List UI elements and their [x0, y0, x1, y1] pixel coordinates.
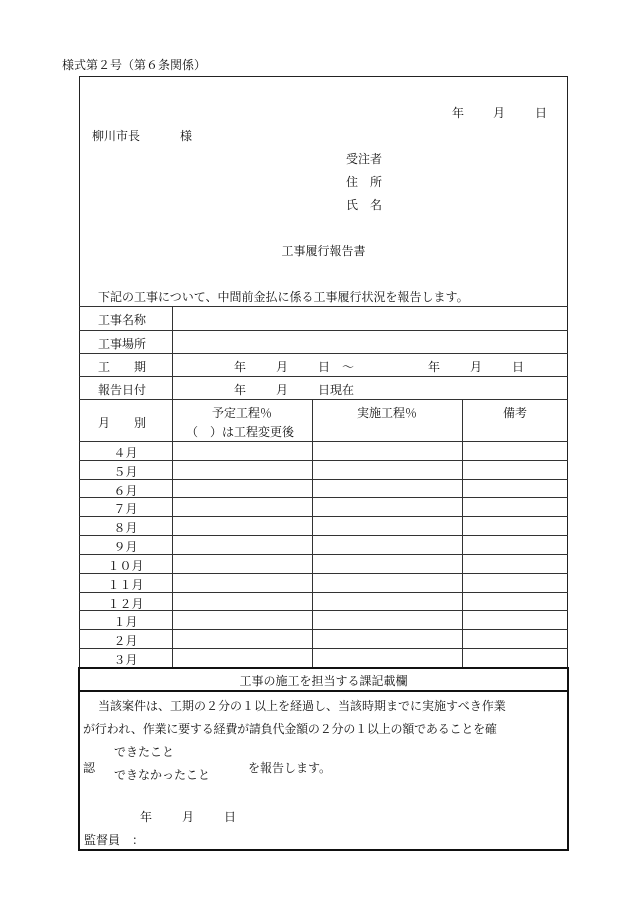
month-label: ９月	[113, 540, 138, 555]
addressee-honorific: 様	[180, 129, 193, 143]
period-label: 工 期	[98, 360, 147, 374]
section-paragraph-line2: が行われ、作業に要する経費が請負代金額の２分の１以上の額であることを確	[83, 722, 497, 736]
row-divider	[79, 629, 568, 630]
row-divider	[79, 535, 568, 536]
month-label: １０月	[107, 558, 144, 573]
row-divider	[79, 516, 568, 517]
contractor-label: 受注者	[346, 152, 383, 166]
month-label: １月	[113, 615, 138, 630]
section-paragraph-line3: 認	[83, 761, 96, 775]
month-label: ８月	[113, 521, 138, 536]
month-column-header: 月 別	[98, 416, 147, 430]
period-start-year: 年	[234, 360, 247, 374]
period-end-month: 月	[470, 360, 483, 374]
option-completed: できたこと	[114, 745, 175, 759]
row-divider	[79, 573, 568, 574]
month-label: ６月	[113, 483, 138, 498]
section-date-year: 年	[140, 810, 153, 824]
option-not-completed: できなかったこと	[114, 768, 211, 782]
addressee-name: 柳川市長	[92, 129, 141, 143]
contractor-name-label: 氏 名	[346, 198, 383, 212]
report-month: 月	[276, 383, 289, 397]
intro-text: 下記の工事について、中間前金払に係る工事履行状況を報告します。	[98, 290, 469, 304]
actual-column-header: 実施工程％	[356, 406, 417, 420]
row-divider	[79, 610, 568, 611]
form-number: 様式第２号（第６条関係）	[62, 58, 207, 72]
period-start-month: 月	[276, 360, 289, 374]
row-divider	[79, 479, 568, 480]
document-title: 工事履行報告書	[281, 244, 366, 258]
row-divider	[79, 554, 568, 555]
row-divider	[79, 460, 568, 461]
report-date-label: 報告日付	[98, 383, 147, 397]
supervisor-label: 監督員 ：	[84, 833, 145, 847]
contractor-address-label: 住 所	[346, 175, 383, 189]
period-start-day: 日 ～	[318, 360, 355, 374]
month-label: ２月	[113, 634, 138, 649]
planned-column-note: （ ）は工程変更後	[186, 425, 295, 439]
month-label: １２月	[107, 596, 144, 611]
section-date-month: 月	[182, 810, 195, 824]
section-date-day: 日	[224, 810, 237, 824]
section-paragraph-line1: 当該案件は、工期の２分の１以上を経過し、当該時期までに実施すべき作業	[98, 699, 506, 713]
month-label: ４月	[113, 446, 138, 460]
month-label: ３月	[113, 653, 138, 668]
row-divider	[79, 497, 568, 498]
date-day: 日	[535, 106, 548, 120]
project-location-label: 工事場所	[98, 337, 147, 351]
month-label: ７月	[113, 502, 138, 517]
date-month: 月	[493, 106, 506, 120]
report-year: 年	[234, 383, 247, 397]
report-suffix: を報告します。	[248, 761, 332, 775]
row-divider	[79, 592, 568, 593]
date-year: 年	[452, 106, 465, 120]
project-name-label: 工事名称	[98, 313, 147, 327]
planned-column-header: 予定工程％	[211, 406, 272, 420]
period-end-day: 日	[512, 360, 525, 374]
report-day: 日現在	[318, 383, 355, 397]
row-divider	[79, 648, 568, 649]
month-label: ５月	[113, 464, 138, 479]
remarks-column-header: 備考	[502, 406, 527, 420]
period-end-year: 年	[428, 360, 441, 374]
section-title: 工事の施工を担当する課記載欄	[239, 674, 408, 688]
month-label: １１月	[107, 577, 144, 592]
